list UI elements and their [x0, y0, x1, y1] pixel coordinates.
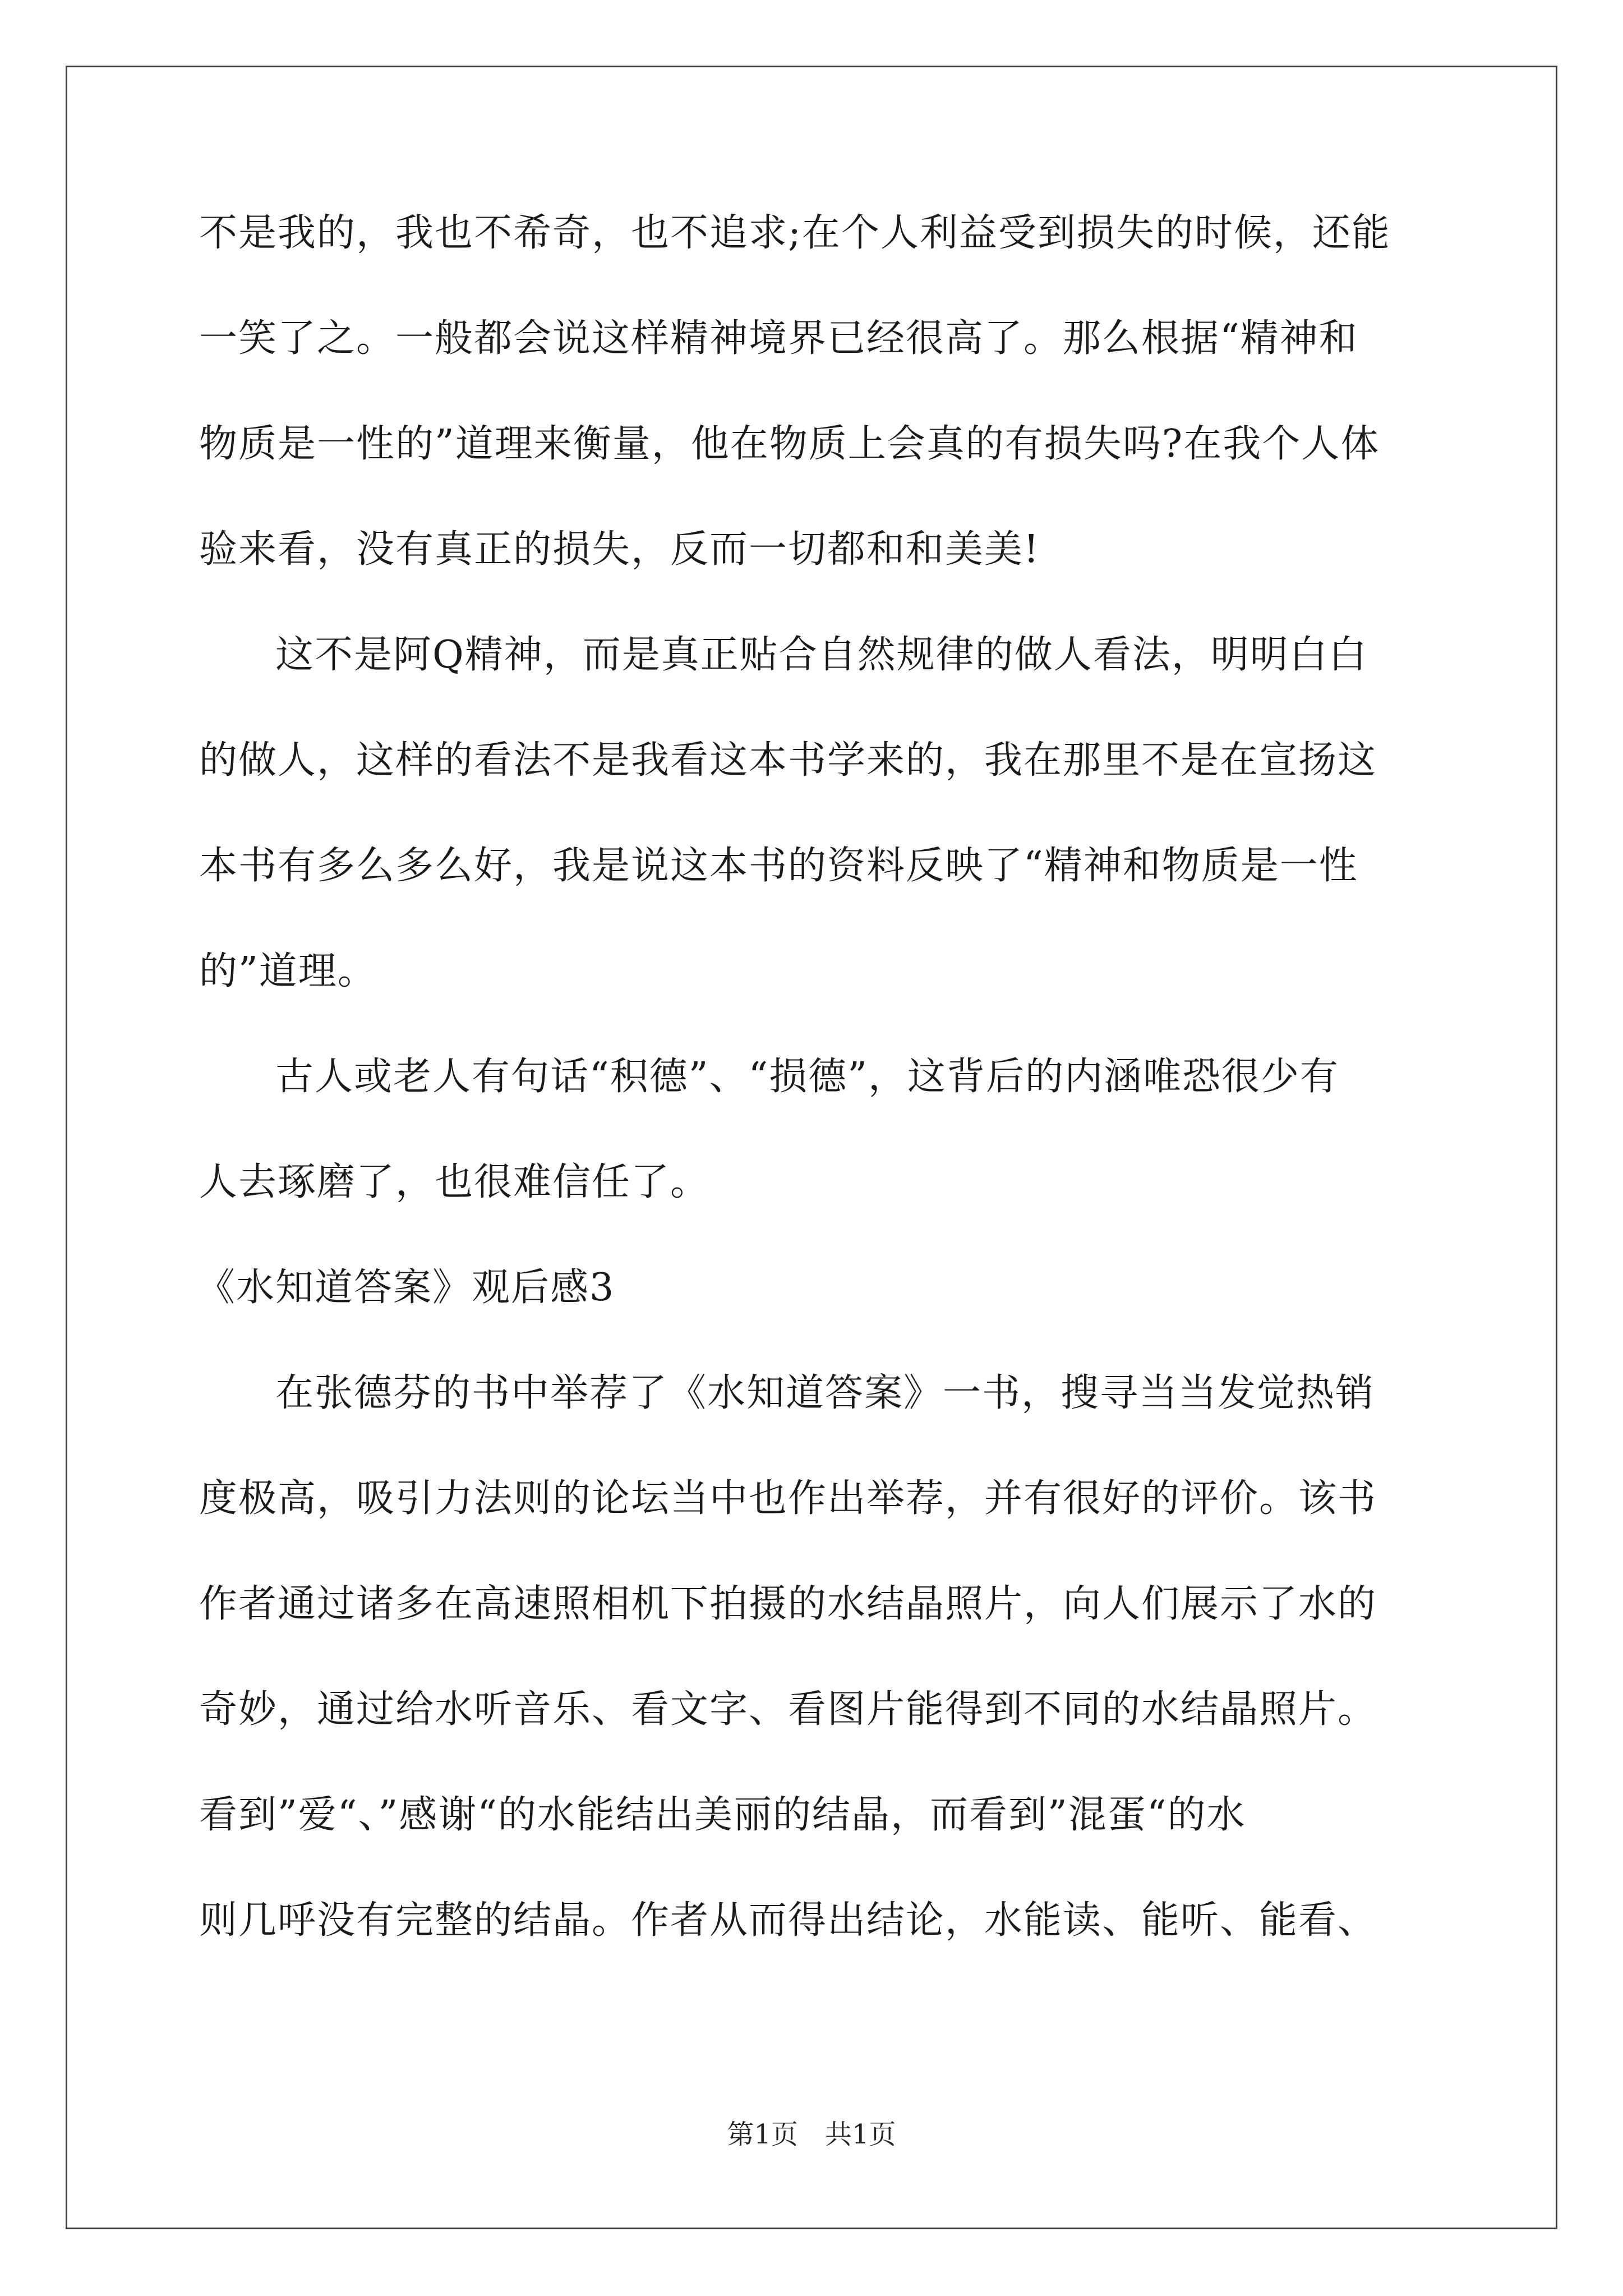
text-line: 的做人，这样的看法不是我看这本书学来的，我在那里不是在宣扬这 [199, 738, 1377, 783]
page-number: 第1页 [727, 2119, 798, 2150]
text-line: 这不是阿Q精神，而是真正贴合自然规律的做人看法，明明白白 [275, 633, 1368, 677]
text-line: 古人或老人有句话“积德”、“损德”，这背后的内涵唯恐很少有 [275, 1055, 1340, 1099]
text-line: 则几呼没有完整的结晶。作者从而得出结论，水能读、能听、能看、 [199, 1898, 1377, 1943]
text-line: 看到”爱“、”感谢“的水能结出美丽的结晶，而看到”混蛋“的水 [199, 1793, 1246, 1837]
text-line: 不是我的，我也不希奇，也不追求;在个人利益受到损失的时候，还能 [199, 211, 1391, 255]
text-line: 在张德芬的书中举荐了《水知道答案》一书，搜寻当当发觉热销 [275, 1371, 1375, 1415]
section-heading: 《水知道答案》观后感3 [197, 1266, 615, 1310]
text-line: 度极高，吸引力法则的论坛当中也作出举荐，并有很好的评价。该书 [199, 1476, 1377, 1521]
text-line: 物质是一性的”道理来衡量，他在物质上会真的有损失吗?在我个人体 [199, 422, 1380, 466]
page-footer [0, 2121, 1623, 2148]
text-line: 奇妙，通过给水听音乐、看文字、看图片能得到不同的水结晶照片。 [199, 1687, 1377, 1732]
text-line: 一笑了之。一般都会说这样精神境界已经很高了。那么根据“精神和 [199, 316, 1358, 361]
text-line: 人去琢磨了，也很难信任了。 [199, 1160, 710, 1204]
page-total: 共1页 [825, 2119, 896, 2150]
text-line: 作者通过诸多在高速照相机下拍摄的水结晶照片，向人们展示了水的 [199, 1582, 1377, 1626]
text-line: 验来看，没有真正的损失，反而一切都和和美美! [199, 527, 1040, 572]
document-body [197, 211, 1427, 2007]
text-line: 的”道理。 [199, 949, 377, 993]
text-line: 本书有多么多么好，我是说这本书的资料反映了“精神和物质是一性 [199, 844, 1358, 888]
